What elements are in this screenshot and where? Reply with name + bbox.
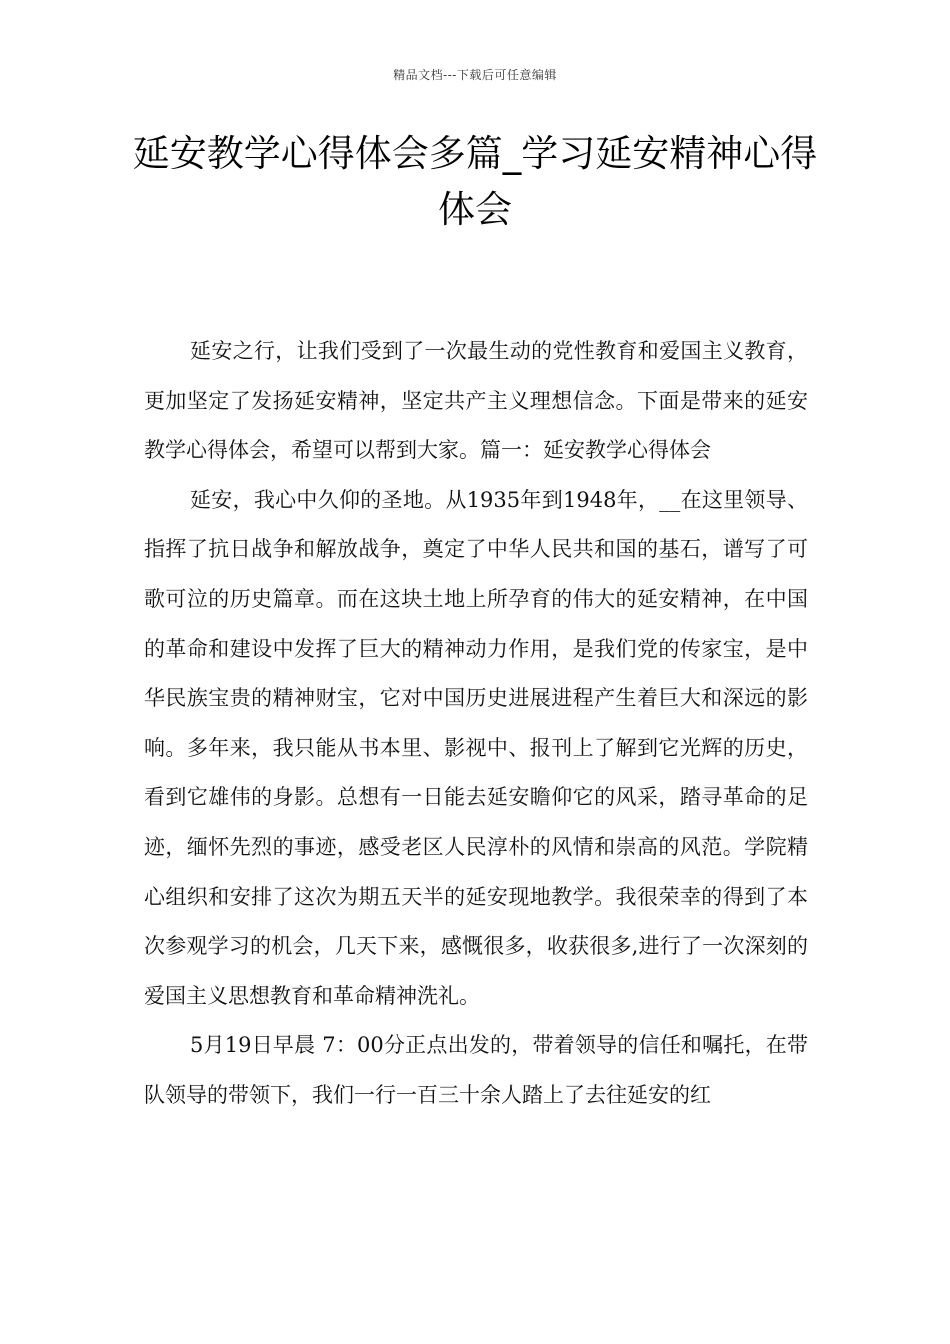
header-note: 精品文档---下载后可任意编辑 [393, 68, 557, 82]
paragraph-intro: 延安之行，让我们受到了一次最生动的党性教育和爱国主义教育，更加坚定了发扬延安精神，坚定共产主义理想信念。下面是带来的延安教学心得体会，希望可以帮到大家。篇一：延安教学心得体会 [144, 339, 808, 463]
paragraph-departure: 5月19日早晨 7：00分正点出发的，带着领导的信任和嘱托，在带队领导的带领下，我们一行一百三十余人踏上了去往延安的红 [144, 1033, 808, 1107]
document-body [144, 327, 808, 1121]
paragraph-yanan: 延安，我心中久仰的圣地。从1935年到1948年，__在这里领导、指挥了抗日战争和解放战争，奠定了中华人民共和国的基石，谱写了可歌可泣的历史篇章。而在这块土地上所孕育的伟大的延安精神，在中国的革命和建设中发挥了巨大的精神动力作用，是我们党的传家宝，是中华民族宝贵的精神财宝，它对中国历史进展进程产生着巨大和深远的影响。多年来，我只能从书本里、影视中、报刊上了解到它光辉的历史，看到它雄伟的身影。总想有一日能去延安瞻仰它的风采，踏寻革命的足迹，缅怀先烈的事迹，感受老区人民淳朴的风情和崇高的风范。学院精心组织和安排了这次为期五天半的延安现地教学。我很荣幸的得到了本次参观学习的机会，几天下来，感慨很多，收获很多,进行了一次深刻的爱国主义思想教育和革命精神洗礼。 [144, 487, 808, 1008]
document-title: 延安教学心得体会多篇_学习延安精神心得体会 [132, 132, 818, 231]
